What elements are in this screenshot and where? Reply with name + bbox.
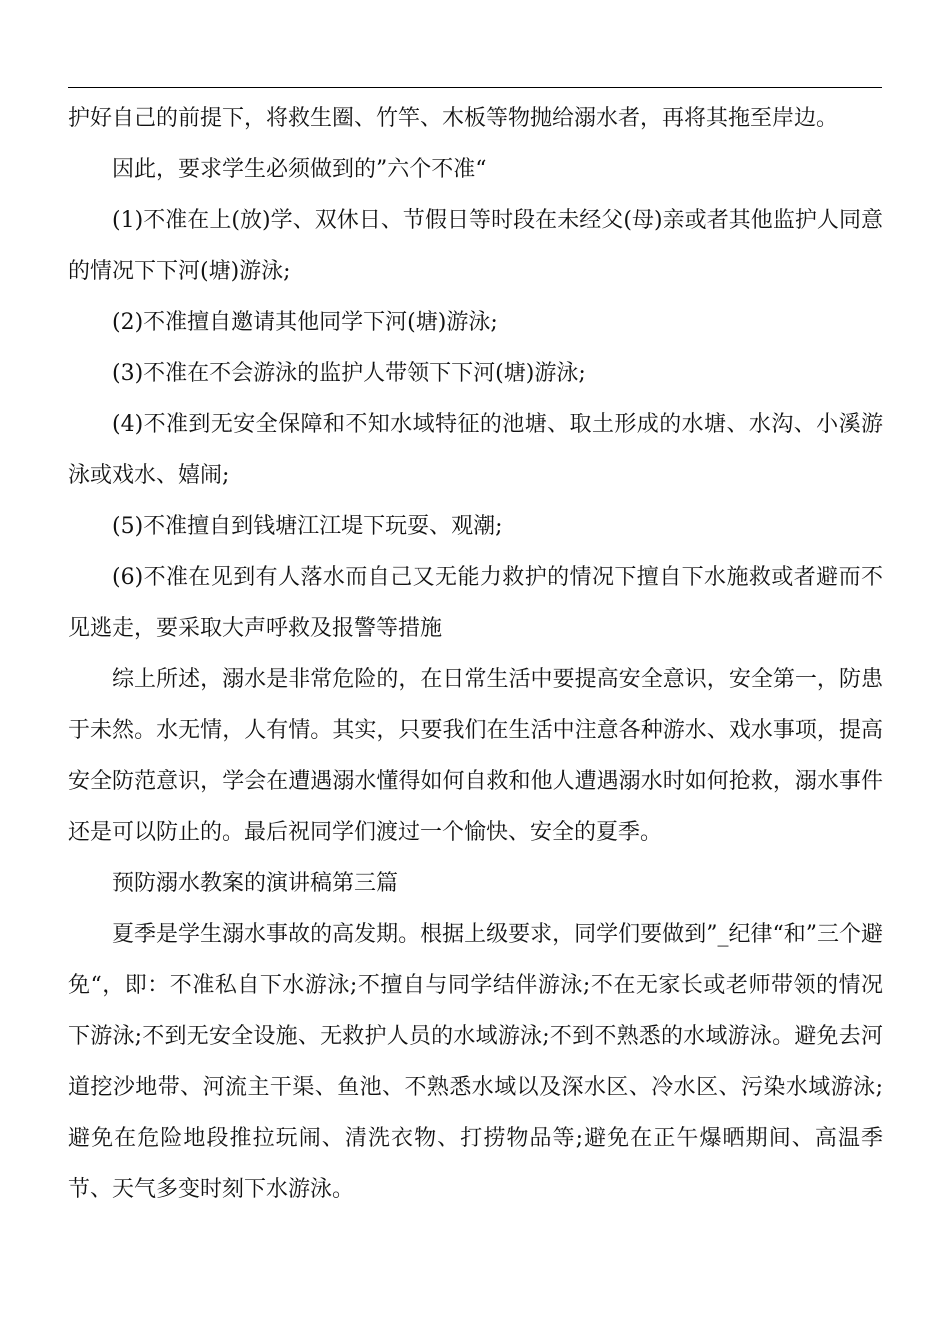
paragraph-rule-6: (6)不准在见到有人落水而自己又无能力救护的情况下擅自下水施救或者避而不见逃走，要采取大声呼救及报警等措施 (68, 565, 883, 641)
paragraph-rule-1: (1)不准在上(放)学、双休日、节假日等时段在未经父(母)亲或者其他监护人同意的情况下下河(塘)游泳; (68, 208, 883, 284)
paragraph-rule-2: (2)不准擅自邀请其他同学下河(塘)游泳; (112, 310, 498, 335)
document-body (68, 93, 883, 1215)
paragraph-rule-3: (3)不准在不会游泳的监护人带领下下河(塘)游泳; (112, 361, 586, 386)
paragraph-rule-5: (5)不准擅自到钱塘江江堤下玩耍、观潮; (112, 514, 503, 539)
paragraph-six-rules-intro: 因此，要求学生必须做到的”六个不准“ (112, 157, 487, 182)
paragraph-summer-safety: 夏季是学生溺水事故的高发期。根据上级要求，同学们要做到”_纪律“和”三个避免“，即：不准私自下水游泳;不擅自与同学结伴游泳;不在无家长或老师带领的情况下游泳;不到无安全设施、无救护人员的水域游泳;不到不熟悉的水域游泳。避免去河道挖沙地带、河流主干渠、鱼池、不熟悉水域以及深水区、冷水区、污染水域游泳;避免在危险地段推拉玩闹、清洗衣物、打捞物品等;避免在正午爆晒期间、高温季节、天气多变时刻下水游泳。 (68, 922, 883, 1202)
section-heading: 预防溺水教案的演讲稿第三篇 (112, 871, 399, 896)
paragraph-rule-4: (4)不准到无安全保障和不知水域特征的池塘、取土形成的水塘、水沟、小溪游泳或戏水、嬉闹; (68, 412, 883, 488)
paragraph-continuation: 护好自己的前提下，将救生圈、竹竿、木板等物抛给溺水者，再将其拖至岸边。 (68, 106, 839, 131)
paragraph-summary: 综上所述，溺水是非常危险的，在日常生活中要提高安全意识，安全第一，防患于未然。水无情，人有情。其实，只要我们在生活中注意各种游水、戏水事项，提高安全防范意识，学会在遭遇溺水懂得如何自救和他人遭遇溺水时如何抢救，溺水事件还是可以防止的。最后祝同学们渡过一个愉快、安全的夏季。 (68, 667, 883, 845)
header-rule (68, 87, 882, 88)
